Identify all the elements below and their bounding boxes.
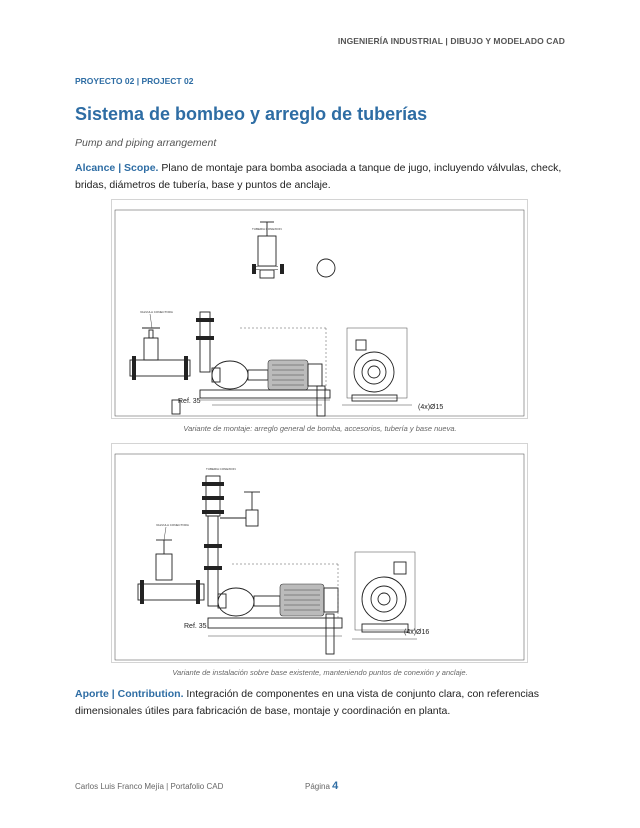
scope-label: Alcance | Scope.: [75, 162, 159, 174]
drawing-figure-2: [111, 443, 528, 663]
pipe-label-1: TUBERIA CONEXION: [252, 227, 282, 231]
footer-page: [305, 780, 338, 792]
footer-author: Carlos Luis Franco Mejía | Portafolio CAD: [75, 782, 224, 791]
contribution-paragraph: [75, 686, 565, 720]
scope-text: Plano de montaje para bomba asociada a tanque de jugo, incluyendo válvulas, check, bridas, diámetros de tubería, base y puntos de anclaje.: [75, 162, 562, 191]
document-header: INGENIERÍA INDUSTRIAL | DIBUJO Y MODELADO CAD: [337, 36, 565, 46]
page-title: Sistema de bombeo y arreglo de tuberías: [75, 104, 428, 124]
dimension-label-2: (4x)Ø16: [404, 629, 430, 636]
project-label: PROYECTO 02 | PROJECT 02: [75, 76, 194, 86]
drawing-figure-1: [111, 199, 528, 419]
valve-label-2: VALVULA CONECTORA: [156, 523, 189, 527]
page-subtitle: Pump and piping arrangement: [75, 137, 217, 149]
reference-label-1: Ref. 35: [178, 398, 201, 405]
contribution-label: Aporte | Contribution.: [75, 688, 184, 700]
base-frame-1: [200, 390, 330, 398]
dimension-label-1: (4x)Ø15: [418, 404, 444, 411]
figure-caption-2: Variante de instalación sobre base existente, manteniendo puntos de conexión y anclaje.: [172, 668, 468, 677]
pump-assembly-drawing-1: [112, 200, 527, 418]
page-label: Página: [305, 782, 330, 791]
pump-assembly-drawing-2: [112, 444, 527, 662]
valve-label-1: VALVULA CONECTORA: [140, 310, 173, 314]
base-frame-2: [208, 618, 342, 628]
scope-paragraph: [75, 160, 565, 194]
figure-caption-1: Variante de montaje: arreglo general de bomba, accesorios, tubería y base nueva.: [183, 424, 457, 433]
reference-label-2: Ref. 35: [184, 623, 207, 630]
contribution-text: Integración de componentes en una vista de conjunto clara, con referencias dimensionales útiles para fabricación de base, montaje y coordinación en planta.: [75, 688, 539, 717]
pipe-label-2: TUBERIA CONEXION: [206, 467, 236, 471]
page-number: 4: [332, 780, 339, 792]
